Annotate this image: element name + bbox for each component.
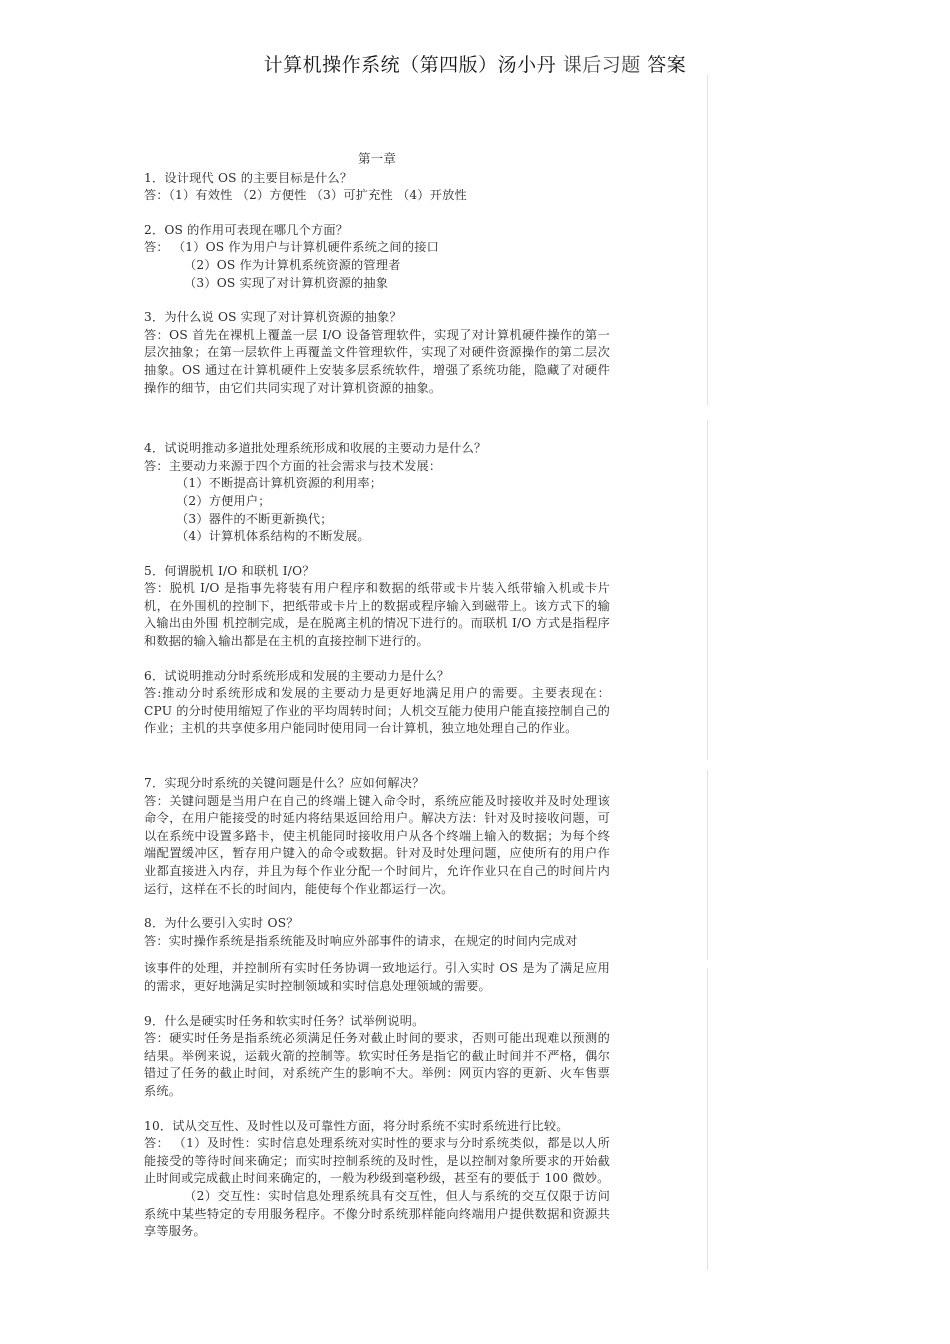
question: 4．试说明推动多道批处理系统形成和收展的主要动力是什么？ bbox=[144, 441, 487, 456]
answer-line: （3）OS 实现了对计算机资源的抽象 bbox=[184, 275, 389, 290]
qa-item-8 bbox=[144, 915, 610, 995]
title-main: 计算机操作系统（第四版）汤小丹 bbox=[263, 54, 557, 76]
title-end: 答案 bbox=[647, 54, 687, 76]
qa-item-10 bbox=[144, 1118, 610, 1241]
document-title bbox=[0, 50, 950, 77]
qa-item-4 bbox=[144, 440, 610, 546]
qa-item-2 bbox=[144, 222, 610, 292]
question: 5．何谓脱机 I/O 和联机 I/O？ bbox=[144, 563, 315, 578]
answer-line: （1）不断提高计算机资源的利用率； bbox=[176, 476, 383, 491]
question: 7．实现分时系统的关键问题是什么？应如何解决？ bbox=[144, 776, 425, 791]
answer: 答：脱机 I/O 是指事先将装有用户程序和数据的纸带或卡片装入纸带输入机或卡片机，在外围机的控制下，把纸带或卡片上的数据或程序输入到磁带上。该方式下的输入输出由外围 机控制完成，是在脱离主机的情况下进行的。而联机 I/O 方式是指程序和数据的输入输出都是在主机的直接控制下进行的。 bbox=[144, 581, 610, 649]
answer-line: （4）计算机体系结构的不断发展。 bbox=[176, 529, 370, 544]
answer-line: （3）器件的不断更新换代； bbox=[176, 511, 333, 526]
qa-item-1 bbox=[144, 170, 610, 205]
chapter-heading: 第一章 bbox=[357, 151, 397, 166]
question: 3．为什么说 OS 实现了对计算机资源的抽象？ bbox=[144, 310, 402, 325]
qa-item-5 bbox=[144, 563, 610, 651]
document-body bbox=[144, 150, 610, 1258]
answer-continued: 该事件的处理，并控制所有实时任务协调一致地运行。引入实时 OS 是为了满足应用的需求，更好地满足实时控制领域和实时信息处理领域的需要。 bbox=[144, 961, 610, 993]
question: 9．什么是硬实时任务和软实时任务？试举例说明。 bbox=[144, 1013, 425, 1028]
qa-item-7 bbox=[144, 775, 610, 898]
answer: 答：关键问题是当用户在自己的终端上键入命令时，系统应能及时接收并及时处理该命令，在用户能接受的时延内将结果返回给用户。解决方法：针对及时接收问题，可以在系统中设置多路卡，使主机能同时接收用户从各个终端上输入的数据；为每个终端配置缓冲区，暂存用户键入的命令或数据。针对及时处理问题，应使所有的用户作业都直接进入内存，并且为每个作业分配一个时间片，允许作业只在自己的时间片内运行，这样在不长的时间内，能使每个作业都运行一次。 bbox=[144, 793, 610, 896]
answer: 答： （1）及时性：实时信息处理系统对实时性的要求与分时系统类似，都是以人所能接受的等待时间来确定；而实时控制系统的及时性，是以控制对象所要求的开始截止时间或完成截止时间来确定的，一般为秒级到毫秒级，甚至有的要低于 100 微妙。 bbox=[144, 1136, 610, 1186]
answer: 答：OS 首先在裸机上覆盖一层 I/O 设备管理软件，实现了对计算机硬件操作的第一层次抽象；在第一层软件上再覆盖文件管理软件，实现了对硬件资源操作的第二层次抽象。OS 通过在计算机硬件上安装多层系统软件，增强了系统功能，隐藏了对硬件操作的细节，由它们共同实现了对计算机资源的抽象。 bbox=[144, 327, 610, 395]
question: 2．OS 的作用可表现在哪几个方面？ bbox=[144, 222, 349, 237]
answer: 答：（1）有效性 （2）方便性 （3）可扩充性 （4）开放性 bbox=[144, 188, 467, 203]
question: 8．为什么要引入实时 OS？ bbox=[144, 916, 299, 931]
answer-line: （2）OS 作为计算机系统资源的管理者 bbox=[184, 257, 401, 272]
answer: 答：硬实时任务是指系统必须满足任务对截止时间的要求，否则可能出现难以预测的结果。举例来说，运载火箭的控制等。软实时任务是指它的截止时间并不严格，偶尔错过了任务的截止时间，对系统产生的影响不大。举例：网页内容的更新、火车售票系统。 bbox=[144, 1031, 610, 1098]
margin-rule-2 bbox=[707, 420, 708, 760]
qa-item-9 bbox=[144, 1013, 610, 1101]
answer: 答： （1）OS 作为用户与计算机硬件系统之间的接口 bbox=[144, 240, 439, 255]
question: 1．设计现代 OS 的主要目标是什么？ bbox=[144, 170, 353, 185]
answer-line: （2）方便用户； bbox=[176, 493, 271, 508]
answer-paragraph: （2）交互性：实时信息处理系统具有交互性，但人与系统的交互仅限于访问系统中某些特定的专用服务程序。不像分时系统那样能向终端用户提供数据和资源共享等服务。 bbox=[144, 1188, 610, 1239]
answer: 答：主要动力来源于四个方面的社会需求与技术发展： bbox=[144, 458, 442, 473]
qa-item-6 bbox=[144, 668, 610, 738]
question: 10．试从交互性、及时性以及可靠性方面，将分时系统不实时系统进行比较。 bbox=[144, 1118, 569, 1133]
title-light: 课后习题 bbox=[562, 54, 641, 76]
question: 6．试说明推动分时系统形成和发展的主要动力是什么？ bbox=[144, 668, 450, 683]
margin-rule-1 bbox=[707, 75, 708, 405]
margin-rule-3 bbox=[707, 770, 708, 960]
answer: 答:推动分时系统形成和发展的主要动力是更好地满足用户的需要。主要表现在：CPU 的分时使用缩短了作业的平均周转时间；人机交互能力使用户能直接控制自己的作业；主机的共享使多用户能同时使用同一台计算机，独立地处理自己的作业。 bbox=[144, 686, 610, 736]
answer: 答：实时操作系统是指系统能及时响应外部事件的请求，在规定的时间内完成对 bbox=[144, 933, 578, 948]
margin-rule-4 bbox=[707, 968, 708, 1270]
qa-item-3 bbox=[144, 309, 610, 397]
